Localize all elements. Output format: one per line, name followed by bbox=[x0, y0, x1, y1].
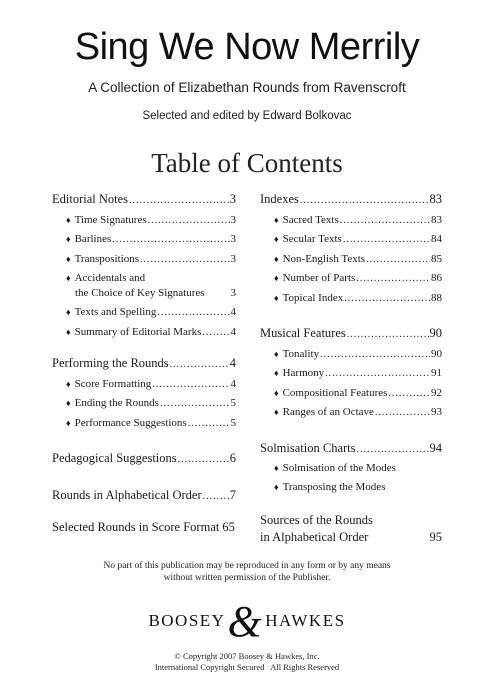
diamond-bullet-icon: ♦ bbox=[274, 463, 279, 473]
toc-item: ♦ Number of Parts ..... 86 bbox=[260, 269, 442, 289]
toc-item: ♦ Ranges of an Octave ..... 93 bbox=[260, 403, 442, 423]
toc-item: ♦ Ending the Rounds ..... 5 bbox=[52, 394, 236, 414]
copyright-notice: © Copyright 2007 Boosey & Hawkes, Inc. International Copyright Secured All Rights Reserved bbox=[154, 651, 340, 672]
toc-item: ♦ Solmisation of the Modes bbox=[260, 459, 442, 478]
toc-item: ♦ Texts and Spelling ..... 4 bbox=[52, 303, 236, 323]
book-title: Sing We Now Merrily bbox=[74, 26, 420, 68]
toc-right-column bbox=[260, 190, 442, 546]
toc-item: ♦ Performance Suggestions ..... 5 bbox=[52, 414, 236, 434]
diamond-bullet-icon: ♦ bbox=[66, 307, 71, 317]
toc-heading: Table of Contents bbox=[151, 148, 343, 178]
toc-item: ♦ Harmony ..... 91 bbox=[260, 364, 442, 384]
reproduction-notice: No part of this publication may be reproduced in any form or by any means without written permission of the Publisher. bbox=[103, 561, 391, 583]
diamond-bullet-icon: ♦ bbox=[66, 326, 71, 337]
diamond-bullet-icon: ♦ bbox=[66, 378, 71, 389]
toc-item: ♦ Barlines ..... 3 bbox=[52, 230, 236, 250]
toc-item: ♦ Sacred Texts ..... 83 bbox=[260, 211, 442, 231]
diamond-bullet-icon: ♦ bbox=[66, 214, 71, 225]
toc-item: ♦ Summary of Editorial Marks ..... 4 bbox=[52, 323, 236, 343]
ampersand-logo-icon: & bbox=[227, 597, 264, 646]
toc-section-pedagogical: Pedagogical Suggestions ..... 6 bbox=[52, 449, 236, 470]
toc-item: ♦ Topical Index ..... 88 bbox=[260, 289, 442, 309]
diamond-bullet-icon: ♦ bbox=[274, 348, 279, 359]
toc-item: ♦ Compositional Features ..... 92 bbox=[260, 384, 442, 404]
diamond-bullet-icon: ♦ bbox=[274, 387, 279, 398]
diamond-bullet-icon: ♦ bbox=[274, 253, 279, 264]
toc-section-editorial-notes: Editorial Notes ..... 3 bbox=[52, 190, 236, 211]
diamond-bullet-icon: ♦ bbox=[274, 407, 279, 417]
diamond-bullet-icon: ♦ bbox=[66, 417, 71, 428]
toc-item: ♦ Transposing the Modes bbox=[260, 478, 442, 497]
toc-section-performing: Performing the Rounds ..... 4 bbox=[52, 354, 236, 375]
book-subtitle: A Collection of Elizabethan Rounds from Ravenscroft bbox=[88, 80, 406, 95]
toc-item: ♦ Tonality ..... 90 bbox=[260, 345, 442, 365]
diamond-bullet-icon: ♦ bbox=[274, 273, 279, 283]
toc-section-sources: Sources of the Rounds in Alphabetical Order 95 bbox=[260, 513, 442, 544]
toc-section-musical-features: Musical Features ..... 90 bbox=[260, 324, 442, 345]
toc-item: ♦ Score Formatting ..... 4 bbox=[52, 375, 236, 395]
toc-item: ♦ Non-English Texts ..... 85 bbox=[260, 250, 442, 270]
toc-section-solmisation: Solmisation Charts ..... 94 bbox=[260, 439, 442, 460]
toc-left-column bbox=[52, 190, 236, 537]
toc-item-accidentals: ♦ Accidentals and the Choice of Key Signatures 3 bbox=[66, 272, 236, 299]
diamond-bullet-icon: ♦ bbox=[66, 234, 71, 244]
toc-section-indexes: Indexes ..... 83 bbox=[260, 190, 442, 211]
toc-section-selected-rounds: Selected Rounds in Score Format 65 bbox=[52, 520, 235, 534]
diamond-bullet-icon: ♦ bbox=[274, 368, 279, 378]
toc-item: ♦ Transpositions ..... 3 bbox=[52, 250, 236, 270]
editor-credit: Selected and edited by Edward Bolkovac bbox=[142, 110, 352, 122]
diamond-bullet-icon: ♦ bbox=[66, 273, 71, 283]
toc-item: ♦ Secular Texts ..... 84 bbox=[260, 230, 442, 250]
diamond-bullet-icon: ♦ bbox=[66, 253, 71, 264]
diamond-bullet-icon: ♦ bbox=[274, 292, 279, 303]
publisher-logo: BOOSEY& HAWKES bbox=[148, 597, 346, 646]
diamond-bullet-icon: ♦ bbox=[66, 398, 71, 408]
toc-item: ♦ Time Signatures ..... 3 bbox=[52, 211, 236, 231]
diamond-bullet-icon: ♦ bbox=[274, 214, 279, 225]
diamond-bullet-icon: ♦ bbox=[274, 481, 279, 492]
toc-section-alphabetical: Rounds in Alphabetical Order ..... 7 bbox=[52, 486, 236, 507]
diamond-bullet-icon: ♦ bbox=[274, 234, 279, 244]
